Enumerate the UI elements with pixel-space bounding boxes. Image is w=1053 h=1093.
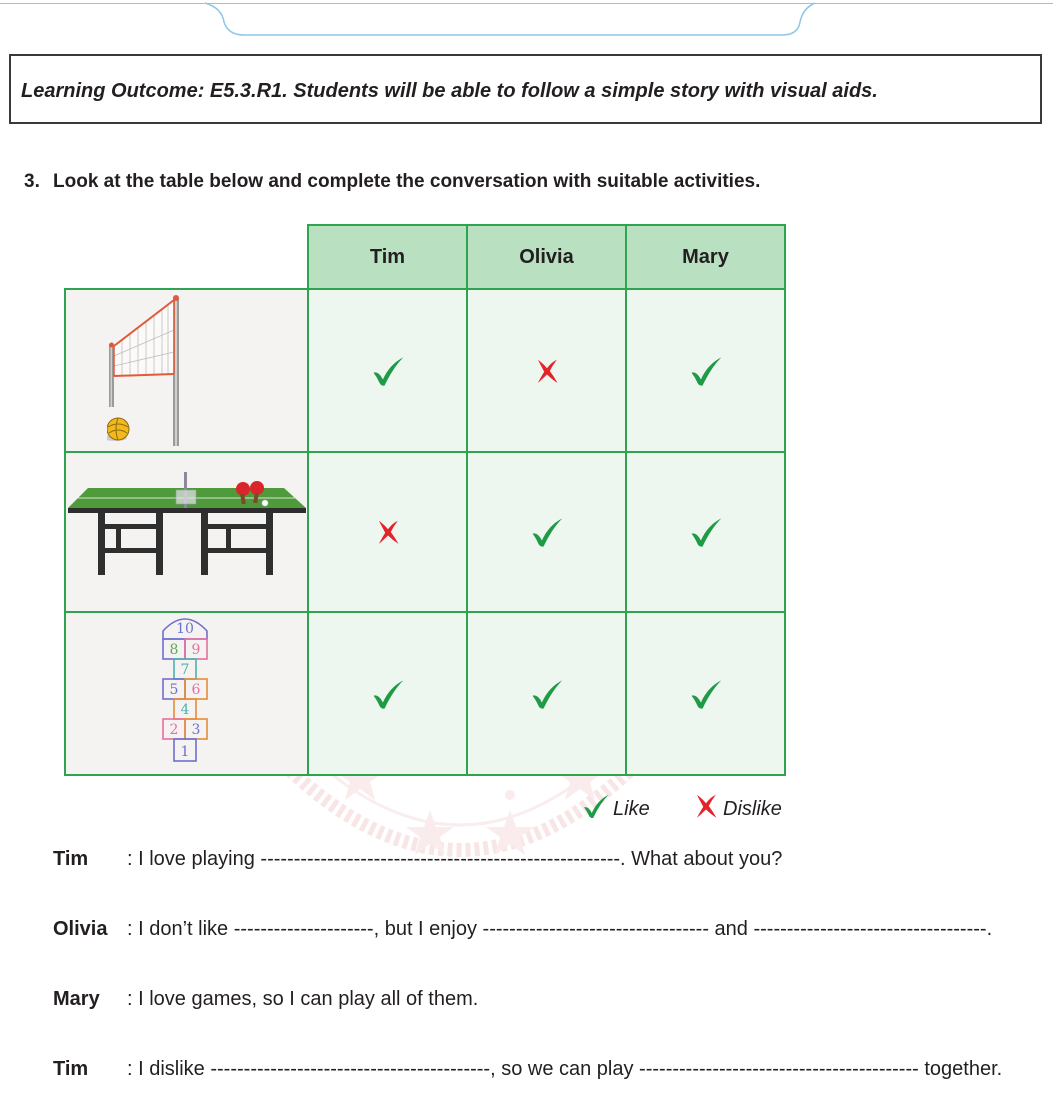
question-number: 3. [24, 171, 40, 192]
speaker-name: Tim [53, 1058, 89, 1080]
mark-cell-tim [308, 452, 467, 612]
column-header-olivia: Olivia [467, 225, 626, 289]
dialogue-line [53, 1058, 1002, 1081]
dialogue-line [53, 988, 478, 1011]
like-check-icon [468, 515, 625, 549]
mark-cell-mary [626, 452, 785, 612]
activity-cell [65, 612, 308, 775]
dialogue-text: : I dislike ------------------------------------------, so we can play ------------------------------------------ together. [127, 1058, 1003, 1080]
hopscotch-number: 8 [169, 642, 178, 658]
like-check-icon [309, 677, 466, 711]
learning-outcome-box [9, 54, 1042, 124]
like-check-icon [627, 515, 784, 549]
table-tennis-icon [66, 470, 307, 590]
like-check-icon [627, 677, 784, 711]
mark-cell-olivia [467, 612, 626, 775]
column-header-mary: Mary [626, 225, 785, 289]
hopscotch-number: 9 [191, 642, 200, 658]
dislike-cross-icon [468, 357, 625, 385]
mark-cell-tim [308, 289, 467, 452]
legend-like-label: Like [613, 797, 650, 820]
hopscotch-number: 2 [169, 722, 178, 738]
activity-cell [65, 289, 308, 452]
mark-cell-olivia [467, 452, 626, 612]
mark-cell-mary [626, 612, 785, 775]
question-heading [24, 171, 760, 193]
activity-cell [65, 452, 308, 612]
table-row [65, 452, 785, 612]
learning-outcome-text: Learning Outcome: E5.3.R1. Students will be able to follow a simple story with visual aids. [21, 80, 878, 102]
table-row [65, 289, 785, 452]
dislike-cross-icon [309, 518, 466, 546]
volleyball-net-icon [107, 290, 267, 446]
dialogue-text: : I don’t like ---------------------, but I enjoy ---------------------------------- and -----------------------------------. [127, 918, 993, 940]
hopscotch-number: 3 [191, 722, 200, 738]
dialogue-line [53, 918, 992, 941]
legend-dislike-label: Dislike [723, 797, 782, 820]
column-header-tim: Tim [308, 225, 467, 289]
speaker-name: Mary [53, 988, 100, 1010]
speaker-name: Olivia [53, 918, 108, 940]
hopscotch-number: 1 [180, 744, 189, 760]
dialogue-text: : I love games, so I can play all of them. [127, 988, 479, 1010]
mark-cell-tim [308, 612, 467, 775]
header-tab-shape [200, 0, 820, 40]
hopscotch-number: 7 [180, 662, 189, 678]
like-check-icon [582, 792, 610, 826]
dialogue-text: : I love playing ------------------------------------------------------. What about you? [127, 848, 783, 870]
dislike-cross-icon [692, 792, 720, 826]
table-header-row [65, 225, 785, 289]
table-row [65, 612, 785, 775]
like-check-icon [468, 677, 625, 711]
mark-cell-mary [626, 289, 785, 452]
mark-cell-olivia [467, 289, 626, 452]
hopscotch-number: 10 [175, 621, 194, 637]
preferences-table [64, 224, 786, 776]
dialogue-line [53, 848, 782, 871]
hopscotch-icon [157, 613, 217, 769]
like-check-icon [627, 354, 784, 388]
legend-like [582, 792, 650, 826]
hopscotch-number: 5 [169, 682, 178, 698]
table-corner [65, 225, 308, 289]
hopscotch-number: 6 [191, 682, 200, 698]
like-check-icon [309, 354, 466, 388]
question-text: Look at the table below and complete the conversation with suitable activities. [53, 171, 761, 192]
hopscotch-number: 4 [180, 702, 189, 718]
speaker-name: Tim [53, 848, 89, 870]
legend-dislike [692, 792, 782, 826]
